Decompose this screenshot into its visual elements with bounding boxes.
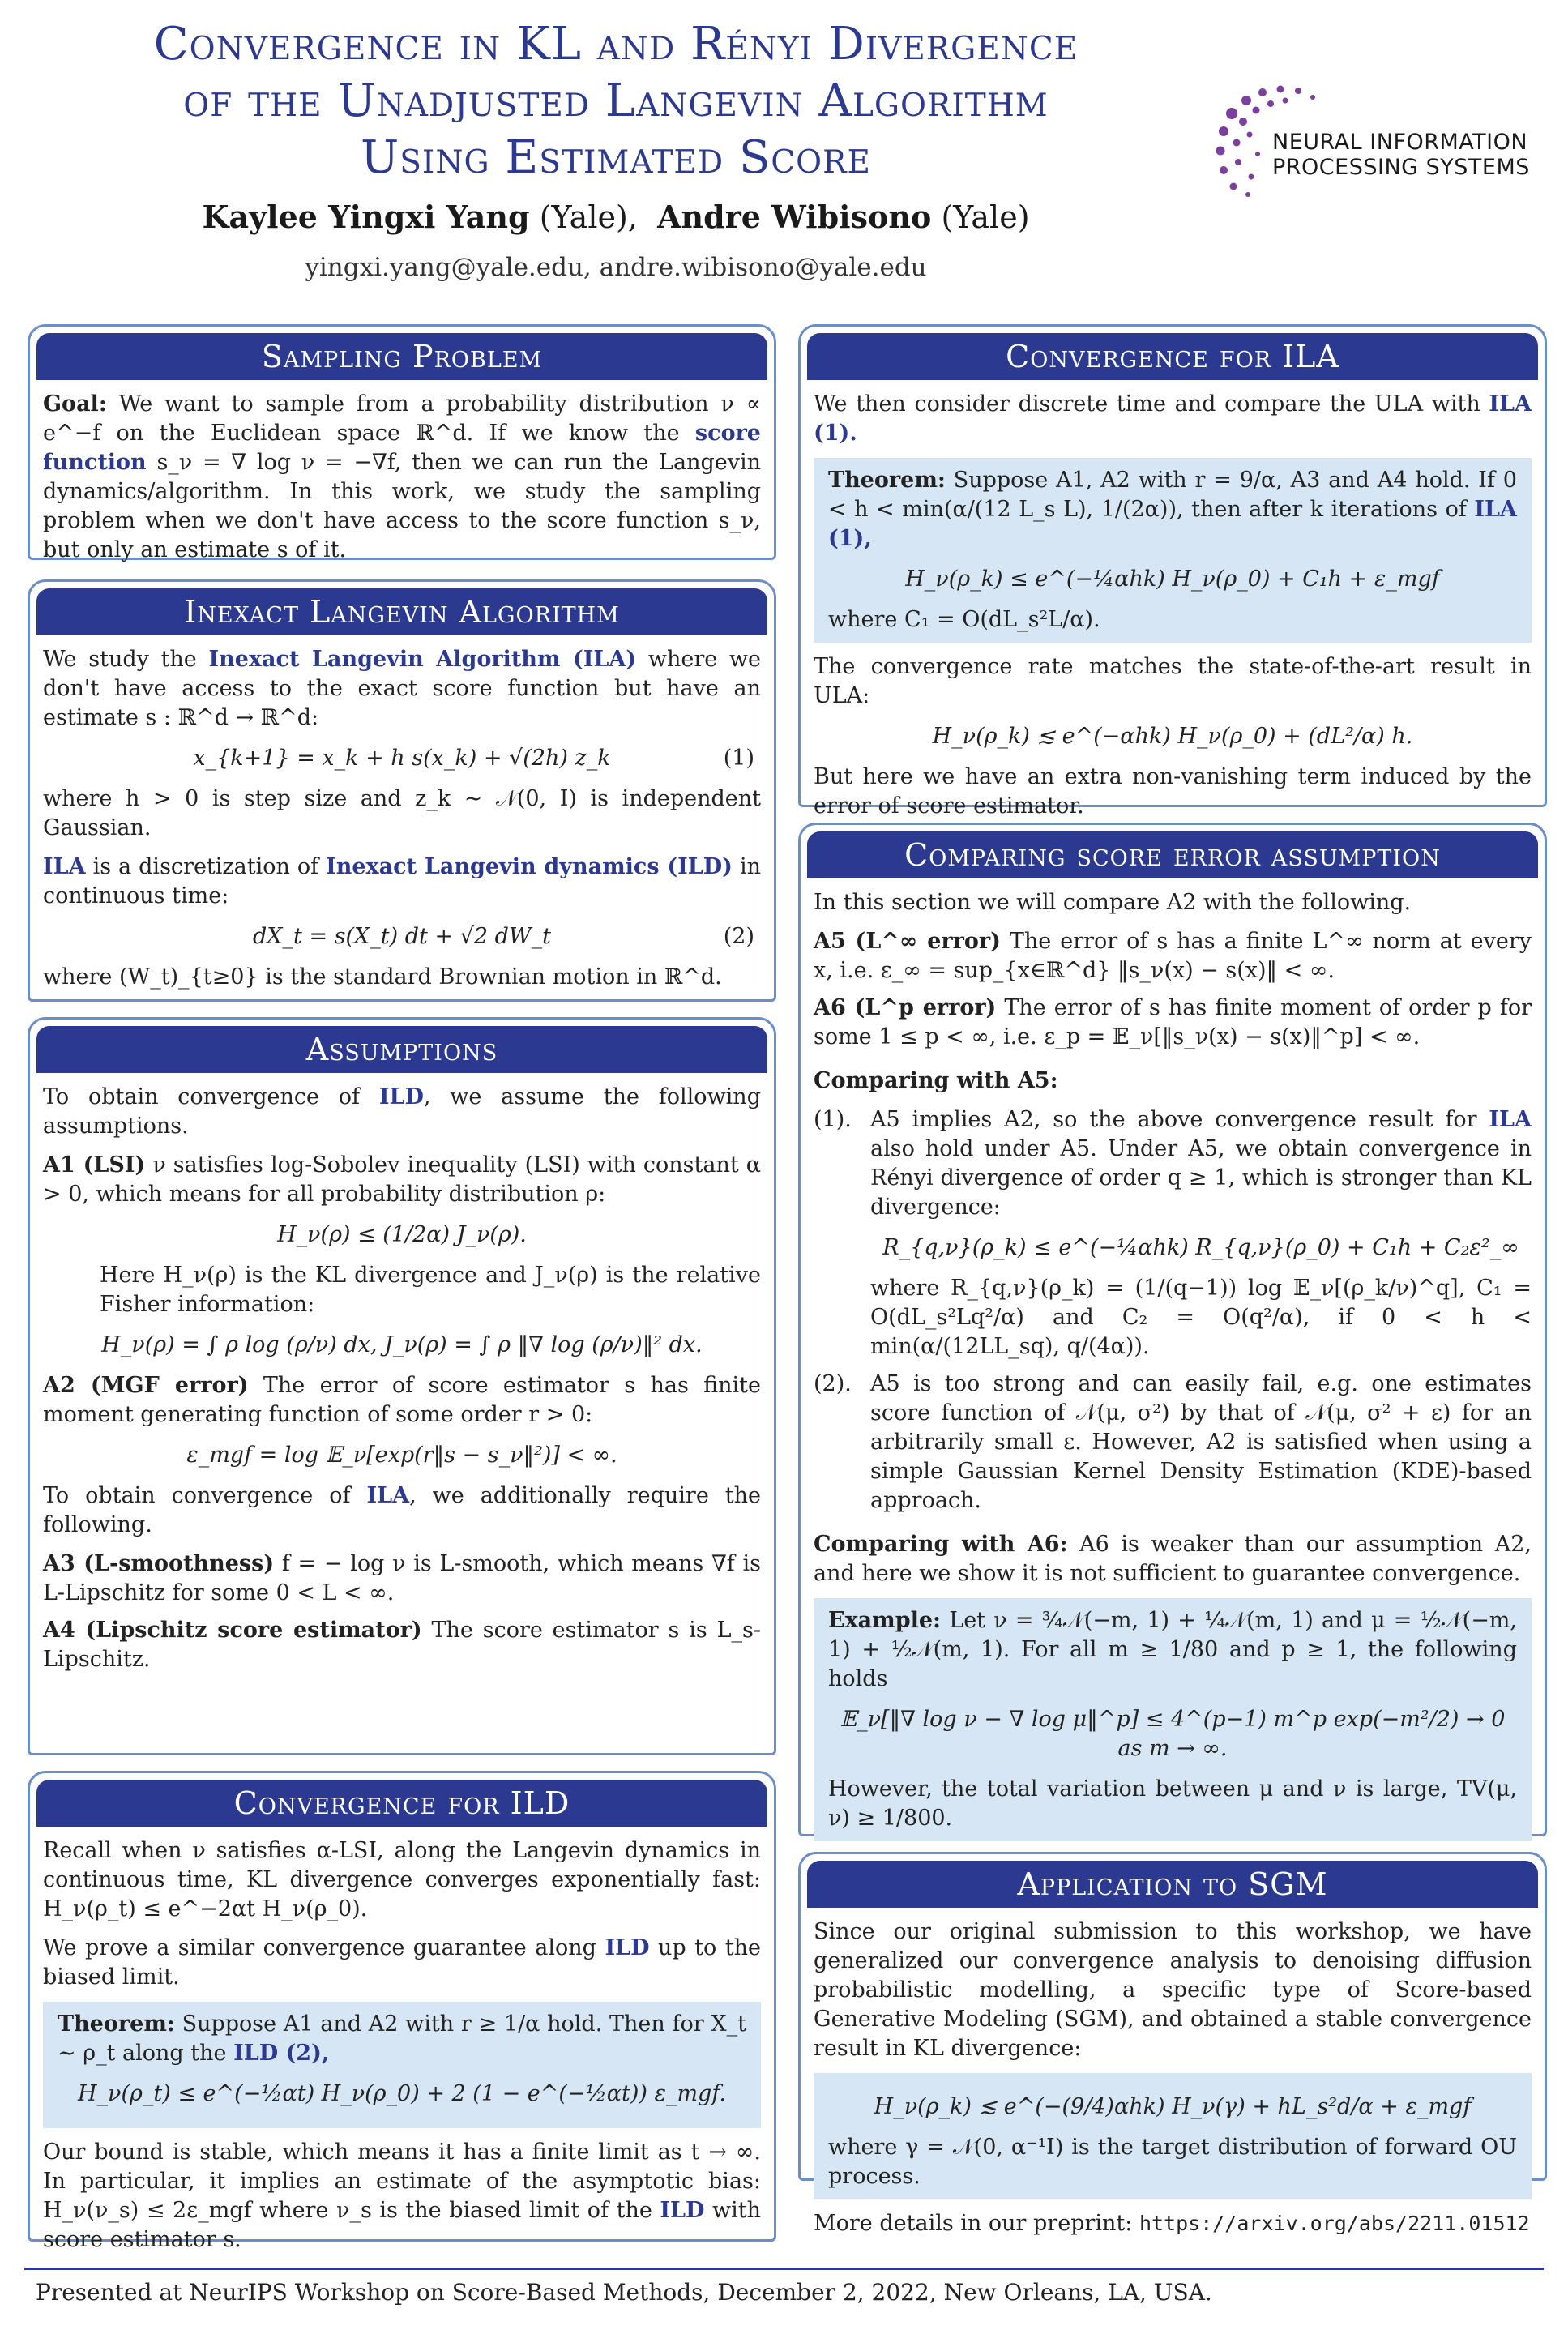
affiliation-2: (Yale) xyxy=(941,199,1030,235)
panel-title: Convergence for ILA xyxy=(807,333,1538,380)
text: in continuous time: xyxy=(43,854,761,908)
panel-body xyxy=(801,380,1545,839)
panel-body xyxy=(30,1073,774,1691)
ild-term: ILD xyxy=(605,1935,650,1960)
footer-text: Presented at NeurIPS Workshop on Score-Based Methods, December 2, 2022, New Orleans, LA, USA. xyxy=(36,2279,1212,2306)
compare-item-2 xyxy=(814,1370,1532,1515)
compare-intro: In this section we will compare A2 with the following. xyxy=(814,890,1412,915)
ild-intro xyxy=(43,853,761,911)
panel-body xyxy=(30,1827,774,2272)
affiliation-1: (Yale), xyxy=(539,199,638,235)
ila-term: ILA xyxy=(43,854,86,879)
ila-term: Inexact Langevin Algorithm (ILA) xyxy=(208,647,637,672)
item-number: (1). xyxy=(814,1107,852,1132)
theorem-ila-box xyxy=(814,458,1532,643)
example-box xyxy=(814,1598,1532,1841)
ild-term: ILD xyxy=(378,1084,424,1109)
equation-text: x_{k+1} = x_k + h s(x_k) + √(2h) z_k xyxy=(193,746,611,771)
goal-text-1: We want to sample from a probability distribution ν ∝ e^−f on the Euclidean space ℝ^d. If we know the xyxy=(43,391,761,446)
equation-number: (1) xyxy=(723,746,754,771)
theorem-text: Suppose A1, A2 with r = 9/α, A3 and A4 hold. If 0 < h < min(α/(12 L_s L), 1/(2α)), then after k iterations of xyxy=(828,468,1517,522)
assumption-label: A4 (Lipschitz score estimator) xyxy=(43,1618,422,1643)
ild-term: ILD (2), xyxy=(233,2041,330,2066)
text: A5 implies A2, so the above convergence result for xyxy=(870,1107,1477,1132)
panel-title: Sampling Problem xyxy=(36,333,767,380)
text: is a discretization of xyxy=(92,854,319,879)
assumption-text: f = − log ν is L-smooth, which means ∇f is L-Lipschitz for some 0 < L < ∞. xyxy=(43,1551,761,1605)
text: , we additionally require the following. xyxy=(43,1483,761,1537)
ila-intro xyxy=(814,390,1532,448)
item-body: A5 is too strong and can easily fail, e.g. one estimates score function of 𝒩(μ, σ²) by that of 𝒩(μ, σ² + ε) for an arbitrarily small ε. However, A2 is satisfied when using a simple Gaussian Kernel Density Estimation (KDE)-based approach. xyxy=(870,1371,1532,1513)
step-size-text: where h > 0 is step size and z_k ∼ 𝒩(0, I) is independent Gaussian. xyxy=(43,786,761,840)
panel-title: Comparing score error assumption xyxy=(807,831,1538,878)
panel-body xyxy=(801,1908,1545,2256)
logo-line-2: PROCESSING SYSTEMS xyxy=(1272,155,1530,180)
kl-fisher-text: Here H_ν(ρ) is the KL divergence and J_ν(ρ) is the relative Fisher information: xyxy=(100,1263,761,1317)
sgm-equation: H_ν(ρ_k) ≲ e^(−(9/4)αhk) H_ν(γ) + hL_s²d/α + ε_mgf xyxy=(874,2094,1472,2119)
sgm-text: Since our original submission to this workshop, we have generalized our convergence analysis to denoising diffusion probabilistic modelling, a specific type of Score-based Generative Modeling (SGM), and obtained a stable convergence result in KL divergence: xyxy=(814,1919,1532,2061)
assumption-a1 xyxy=(43,1151,761,1360)
panel-body xyxy=(801,878,1545,1859)
text: We prove a similar convergence guarantee along xyxy=(43,1935,596,1960)
goal-paragraph xyxy=(43,390,761,565)
brownian-text: where (W_t)_{t≥0} is the standard Brownian motion in ℝ^d. xyxy=(43,964,722,990)
text: More details in our preprint: xyxy=(814,2211,1133,2236)
ula-equation: H_ν(ρ_k) ≲ e^(−αhk) H_ν(ρ_0) + (dL²/α) h. xyxy=(932,724,1413,749)
panel-application-sgm xyxy=(798,1852,1547,2236)
logo-line-1: NEURAL INFORMATION xyxy=(1272,130,1528,155)
panel-assumptions xyxy=(28,1017,776,1755)
theorem-label: Theorem: xyxy=(58,2011,175,2037)
lsi-equation: H_ν(ρ) ≤ (1/2α) J_ν(ρ). xyxy=(277,1222,527,1247)
assumptions-mid xyxy=(43,1481,761,1540)
text: , we assume the following assumptions. xyxy=(43,1084,761,1139)
panel-body xyxy=(30,635,774,1010)
guarantee-text xyxy=(43,1934,761,1992)
assumption-text: The error of s has a finite L^∞ norm at every x, i.e. ε_∞ = sup_{x∈ℝ^d} ‖s_ν(x) − s(x)‖ < ∞. xyxy=(814,929,1532,983)
example-text: Let ν = ¾𝒩(−m, 1) + ¼𝒩(m, 1) and μ = ½𝒩(−m, 1) + ½𝒩(m, 1). For all m ≥ 1/80 and p ≥ 1, the following holds xyxy=(828,1608,1517,1691)
equation-text: dX_t = s(X_t) dt + √2 dW_t xyxy=(253,924,551,949)
sgm-where: where γ = 𝒩(0, α⁻¹I) is the target distribution of forward OU process. xyxy=(828,2135,1517,2189)
assumption-label: A2 (MGF error) xyxy=(43,1373,249,1398)
text: We study the xyxy=(43,647,197,672)
score-function-term: score function xyxy=(43,421,761,475)
ild-term: Inexact Langevin dynamics (ILD) xyxy=(326,854,733,879)
assumption-text: The error of s has finite moment of order p for some 1 ≤ p < ∞, i.e. ε_p = 𝔼_ν[‖s_ν(x) − s(x)‖^p] < ∞. xyxy=(814,995,1532,1049)
example-label: Example: xyxy=(828,1608,942,1633)
assumptions-intro xyxy=(43,1083,761,1141)
panel-body xyxy=(30,380,774,583)
extra-term-text: But here we have an extra non-vanishing term induced by the error of score estimator. xyxy=(814,764,1532,819)
ila-intro xyxy=(43,645,761,733)
footer-divider xyxy=(24,2268,1544,2270)
assumption-label: A6 (L^p error) xyxy=(814,995,997,1020)
kl-fisher-equation: H_ν(ρ) = ∫ ρ log (ρ/ν) dx, J_ν(ρ) = ∫ ρ ‖∇ log (ρ/ν)‖² dx. xyxy=(101,1332,703,1357)
compare-item-1 xyxy=(814,1105,1532,1362)
compare-a5-heading xyxy=(814,1067,1532,1096)
neurips-logo-text xyxy=(1272,130,1530,180)
text: up to the biased limit. xyxy=(43,1935,761,1990)
title-line-2: of the Unadjusted Langevin Algorithm xyxy=(183,75,1049,127)
ild-term: ILD xyxy=(660,2198,705,2223)
heading-text: Comparing with A5: xyxy=(814,1068,1058,1093)
title-line-1: Convergence in KL and Rényi Divergence xyxy=(153,18,1079,71)
panel-comparing-score-error xyxy=(798,823,1547,1836)
renyi-where: where R_{q,ν}(ρ_k) = (1/(q−1)) log 𝔼_ν[(ρ_k/ν)^q], C₁ = O(dL_s²Lq²/α) and C₂ = O(q²/α), if 0 < h < min(α/(12LL_sq), q/(4α)). xyxy=(870,1276,1532,1359)
panel-sampling-problem xyxy=(28,324,776,560)
assumption-text: The score estimator s is L_s-Lipschitz. xyxy=(43,1618,761,1672)
preprint-link[interactable]: https://arxiv.org/abs/2211.01512 xyxy=(1139,2212,1530,2235)
text: where we don't have access to the exact score function but have an estimate s : ℝ^d → ℝ^d: xyxy=(43,647,762,730)
panel-title: Inexact Langevin Algorithm xyxy=(36,588,767,635)
text: also hold under A5. Under A5, we obtain convergence in Rényi divergence of order q ≥ 1, which is stronger than KL divergence: xyxy=(870,1136,1532,1220)
sgm-box xyxy=(814,2073,1532,2199)
theorem-equation: H_ν(ρ_t) ≤ e^(−½αt) H_ν(ρ_0) + 2 (1 − e^(−½αt)) ε_mgf. xyxy=(78,2081,726,2106)
ila-term: ILA xyxy=(366,1483,410,1508)
assumption-label: A1 (LSI) xyxy=(43,1152,146,1178)
theorem-equation: H_ν(ρ_k) ≤ e^(−¼αhk) H_ν(ρ_0) + C₁h + ε_mgf xyxy=(905,566,1440,592)
ila-term: ILA (1). xyxy=(814,391,1532,446)
compare-a6-paragraph xyxy=(814,1530,1532,1588)
mgf-equation: ε_mgf = log 𝔼_ν[exp(r‖s − s_ν‖²)] < ∞. xyxy=(186,1443,617,1468)
item-number: (2). xyxy=(814,1371,852,1396)
renyi-equation: R_{q,ν}(ρ_k) ≤ e^(−¼αhk) R_{q,ν}(ρ_0) + C₁h + C₂ε²_∞ xyxy=(882,1235,1519,1260)
text: To obtain convergence of xyxy=(43,1084,361,1109)
item-body xyxy=(870,1105,1532,1362)
assumption-a6 xyxy=(814,994,1532,1052)
text: Our bound is stable, which means it has a finite limit as t → ∞. In particular, it implies an estimate of the asymptotic bias: H_ν(ν_s) ≤ 2ε_mgf where ν_s is the biased limit of the xyxy=(43,2140,761,2223)
example-equation: 𝔼_ν[‖∇ log ν − ∇ log μ‖^p] ≤ 4^(p−1) m^p exp(−m²/2) → 0 as m → ∞. xyxy=(840,1707,1506,1761)
theorem-label: Theorem: xyxy=(828,468,946,493)
rate-text: The convergence rate matches the state-of-the-art result in ULA: xyxy=(814,654,1532,708)
goal-text-2: s_ν = ∇ log ν = −∇f, then we can run the Langevin dynamics/algorithm. In this work, we study the sampling problem when we don't have access to the score function s_ν, but only an estimate s of it. xyxy=(43,450,761,562)
ila-term: ILA (1), xyxy=(828,497,1517,551)
poster-title xyxy=(32,16,1199,186)
title-line-3: Using Estimated Score xyxy=(361,131,871,184)
stable-text xyxy=(43,2138,761,2255)
panel-title: Convergence for ILD xyxy=(36,1780,767,1827)
equation-1 xyxy=(43,744,761,773)
assumption-text: The error of score estimator s has finite moment generating function of some order r > 0: xyxy=(43,1373,762,1427)
panel-title: Assumptions xyxy=(36,1026,767,1073)
text: A6 is weaker than our assumption A2, and here we show it is not sufficient to guarantee convergence. xyxy=(814,1532,1532,1586)
assumption-label: A5 (L^∞ error) xyxy=(814,929,1001,954)
example-tail: However, the total variation between μ and ν is large, TV(μ, ν) ≥ 1/800. xyxy=(828,1776,1517,1831)
ila-term: ILA xyxy=(1489,1107,1532,1132)
panel-convergence-ild xyxy=(28,1771,776,2252)
recall-text: Recall when ν satisfies α-LSI, along the Langevin dynamics in continuous time, KL divergence converges exponentially fast: H_ν(ρ_t) ≤ e^−2αt H_ν(ρ_0). xyxy=(43,1838,761,1921)
panel-convergence-ila xyxy=(798,324,1547,819)
text: To obtain convergence of xyxy=(43,1483,351,1508)
text: with score estimator s. xyxy=(43,2198,761,2252)
assumption-label: A3 (L-smoothness) xyxy=(43,1551,275,1576)
author-2: Andre Wibisono xyxy=(657,199,932,235)
equation-number: (2) xyxy=(723,924,754,949)
heading-text: Comparing with A6: xyxy=(814,1532,1068,1557)
equation-2 xyxy=(43,922,761,951)
panel-inexact-langevin xyxy=(28,579,776,1002)
text: We then consider discrete time and compare the ULA with xyxy=(814,391,1480,417)
assumption-a3 xyxy=(43,1550,761,1608)
assumption-text: ν satisfies log-Sobolev inequality (LSI) with constant α > 0, which means for all probability distribution ρ: xyxy=(43,1152,761,1207)
author-emails: yingxi.yang@yale.edu, andre.wibisono@yale.edu xyxy=(305,253,927,282)
theorem-ild-box xyxy=(43,2002,761,2128)
goal-label: Goal: xyxy=(43,391,107,417)
assumption-a2 xyxy=(43,1371,761,1470)
assumption-a5 xyxy=(814,927,1532,985)
theorem-text: Suppose A1 and A2 with r ≥ 1/α hold. Then for X_t ∼ ρ_t along the xyxy=(58,2011,746,2066)
preprint-line xyxy=(814,2209,1532,2238)
author-1: Kaylee Yingxi Yang xyxy=(202,199,530,235)
authors xyxy=(32,199,1199,235)
assumption-a4 xyxy=(43,1616,761,1674)
panel-title: Application to SGM xyxy=(807,1861,1538,1908)
theorem-where: where C₁ = O(dL_s²L/α). xyxy=(828,607,1100,632)
